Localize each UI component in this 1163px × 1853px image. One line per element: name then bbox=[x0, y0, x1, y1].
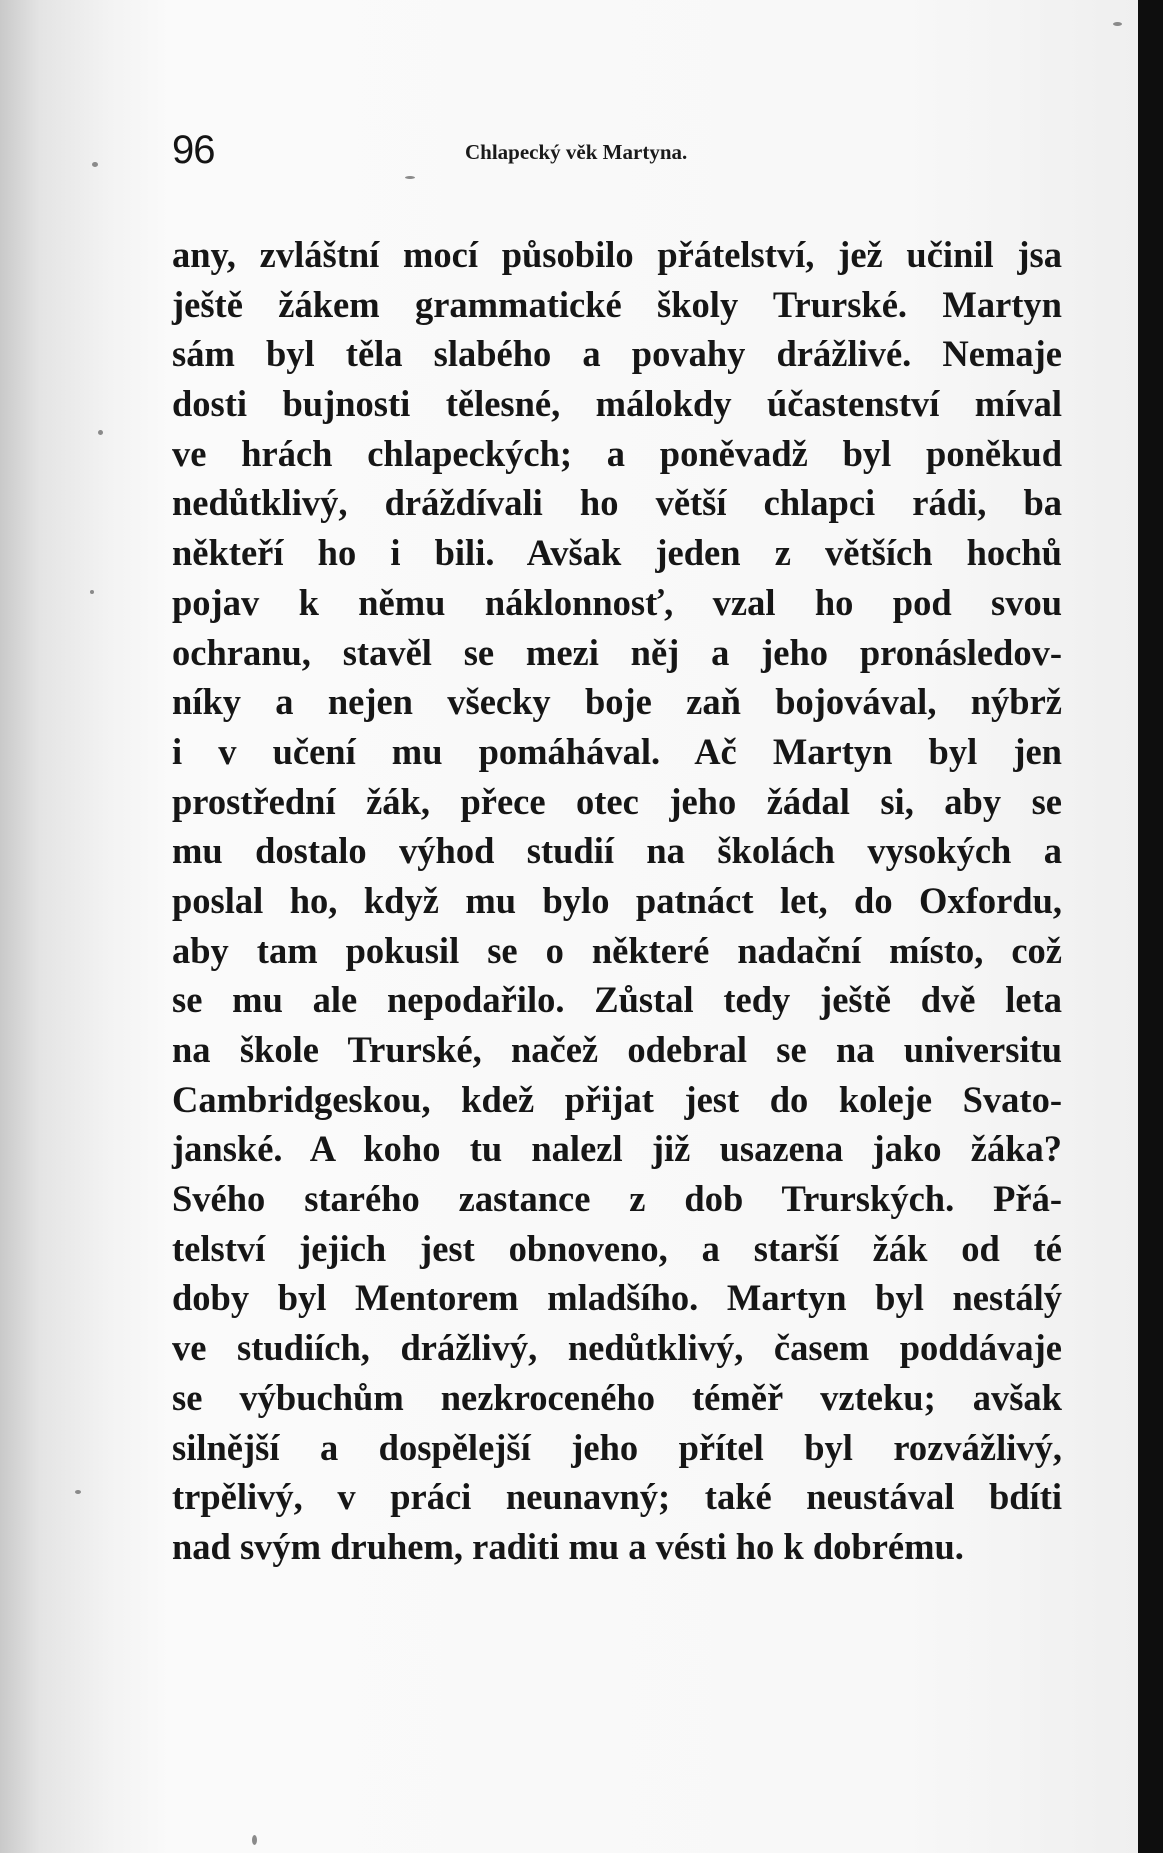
text-line: níky a nejen všecky boje zaň bojovával, nýbrž bbox=[172, 681, 1062, 723]
text-line: dosti bujnosti tělesné, málokdy účastenství míval bbox=[172, 383, 1062, 425]
text-line: ve studiích, drážlivý, nedůtklivý, časem poddávaje bbox=[172, 1327, 1062, 1369]
text-line: se mu ale nepodařilo. Zůstal tedy ještě dvě leta bbox=[172, 979, 1062, 1021]
paper-speck bbox=[252, 1835, 257, 1845]
text-line: se výbuchům nezkroceného téměř vzteku; avšak bbox=[172, 1376, 1062, 1418]
text-line: silnější a dospělejší jeho přítel byl rozvážlivý, bbox=[172, 1426, 1062, 1468]
paper-speck bbox=[90, 590, 94, 594]
text-line: i v učení mu pomáhával. Ač Martyn byl jen bbox=[172, 730, 1062, 772]
text-line: pojav k němu náklonnosť, vzal ho pod svou bbox=[172, 581, 1062, 623]
text-line: sám byl těla slabého a povahy drážlivé. Nemaje bbox=[172, 333, 1062, 375]
paper-speck bbox=[1113, 22, 1122, 26]
paper-speck bbox=[75, 1490, 81, 1494]
text-line: ochranu, stavěl se mezi něj a jeho pronásledov- bbox=[172, 631, 1062, 673]
text-line: aby tam pokusil se o některé nadační místo, což bbox=[172, 929, 1062, 971]
text-line: Svého starého zastance z dob Trurských. Přá- bbox=[172, 1178, 1062, 1220]
paper-speck bbox=[98, 430, 103, 435]
text-line: ještě žákem grammatické školy Trurské. Martyn bbox=[172, 283, 1062, 325]
page-number: 96 bbox=[172, 128, 215, 172]
text-line: janské. A koho tu nalezl již usazena jako žáka? bbox=[172, 1128, 1062, 1170]
text-line: mu dostalo výhod studií na školách vysokých a bbox=[172, 830, 1062, 872]
text-line: any, zvláštní mocí působilo přátelství, jež učinil jsa bbox=[172, 234, 1062, 275]
text-line: poslal ho, když mu bylo patnáct let, do Oxfordu, bbox=[172, 879, 1062, 921]
text-line: ve hrách chlapeckých; a poněvadž byl poněkud bbox=[172, 432, 1062, 474]
text-line: na škole Trurské, načež odebral se na universitu bbox=[172, 1029, 1062, 1070]
text-line: prostřední žák, přece otec jeho žádal si, aby se bbox=[172, 780, 1062, 822]
paper-speck bbox=[92, 162, 98, 167]
text-line: někteří ho i bili. Avšak jeden z větších hochů bbox=[172, 532, 1062, 574]
running-title: Chlapecký věk Martyna. bbox=[465, 140, 688, 164]
text-line: nad svým druhem, raditi mu a vésti ho k dobrému. bbox=[172, 1525, 964, 1567]
text-line: Cambridgeskou, kdež přijat jest do koleje Svato- bbox=[172, 1078, 1062, 1120]
text-line: nedůtklivý, dráždívali ho větší chlapci rádi, ba bbox=[172, 482, 1062, 524]
scan-border bbox=[1138, 0, 1163, 1853]
paper-speck bbox=[405, 176, 415, 179]
text-line: telství jejich jest obnoveno, a starší žák od té bbox=[172, 1227, 1062, 1269]
text-line: trpělivý, v práci neunavný; také neustával bdíti bbox=[172, 1476, 1062, 1518]
body-text bbox=[172, 230, 1062, 1572]
text-line: doby byl Mentorem mladšího. Martyn byl nestálý bbox=[172, 1277, 1062, 1319]
